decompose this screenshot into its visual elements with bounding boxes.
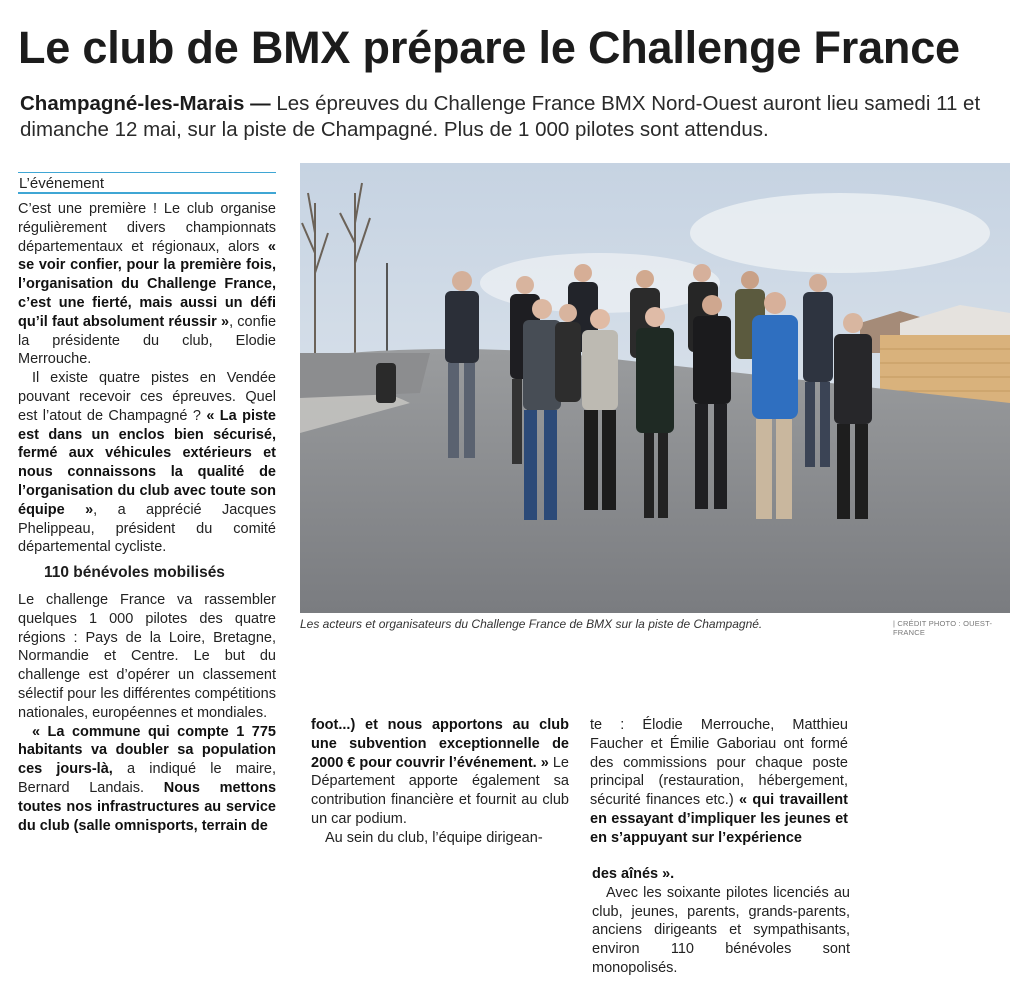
paragraph: Avec les soixante pilotes licenciés au club, jeunes, parents, grands-parents, anciens dirigeants et sympathisants, environ 110 bénévoles sont monopolisés. <box>592 884 850 976</box>
headline: Le club de BMX prépare le Challenge France <box>18 22 960 73</box>
blue-jacket <box>752 315 798 419</box>
column-3-continued <box>592 865 850 978</box>
group-photo <box>300 163 1010 613</box>
quote: des aînés ». <box>592 866 675 882</box>
text-run: , a apprécié Jacques Phelippeau, président du comité départemental cycliste. <box>18 501 276 556</box>
section-label: L’événement <box>18 172 276 194</box>
lead-text: Les épreuves du Challenge France BMX Nord-Ouest auront lieu samedi 11 et dimanche 12 mai, sur la piste de Champagné. Plus de 1 000 pilotes sont attendus. <box>20 92 981 141</box>
text-run: Le Département apporte également sa contribution financière et fournit au club un car podium. <box>311 754 569 827</box>
photo-credit: | CRÉDIT PHOTO : OUEST-FRANCE <box>893 619 993 637</box>
paragraph: Le challenge France va rassembler quelques 1 000 pilotes des quatre régions : Pays de la Loire, Bretagne, Normandie et Centre. Le but du challenge est d’opérer un classement sélectif pour les différentes compétitions nationales, européennes et mondiales. <box>18 592 276 721</box>
subheading: 110 bénévoles mobilisés <box>44 564 225 581</box>
quote: « qui travaillent en essayant d’impliquer les jeunes et en s’appuyant sur l’expérience <box>590 792 848 846</box>
quote: foot...) et nous apportons au club une subvention exceptionnelle de 2000 € pour couvrir l’événement. » <box>311 717 569 771</box>
text-run: , confie la présidente du club, Elodie Merrouche. <box>18 313 277 368</box>
text-run: a indiqué le maire, Bernard Landais. <box>18 761 276 796</box>
paragraph: Au sein du club, l’équipe dirigean- <box>325 829 543 846</box>
quote: Nous mettons toutes nos infrastructures au service du club (salle omnisports, terrain de <box>18 779 277 834</box>
text-run: Il existe quatre pistes en Vendée pouvant recevoir ces épreuves. Quel est l’atout de Champagné ? <box>18 370 276 424</box>
text-run: te : Élodie Merrouche, Matthieu Faucher et Émilie Gaboriau ont formé des commissions pour chaque poste principal (restauration, hébergement, sécurité finances etc.) <box>590 717 848 809</box>
paragraph <box>311 716 569 829</box>
column-1-continued <box>18 591 276 835</box>
quote: « La piste est dans un enclos bien sécurisé, fermé aux véhicules extérieurs et nous connaissons la qualité de l’organisation du club avec toute son équipe » <box>18 407 276 518</box>
paragraph <box>18 369 276 557</box>
photo-illustration <box>300 163 1010 613</box>
paragraph <box>18 200 276 369</box>
lead-paragraph <box>20 91 1010 143</box>
column-3 <box>590 716 848 848</box>
quote: « se voir confier, pour la première fois, l’organisation du Challenge France, c’est une fierté, mais aussi un défi qu’il faut absolument réussir » <box>18 238 276 330</box>
paragraph <box>590 716 848 848</box>
column-1 <box>18 200 276 557</box>
paragraph <box>592 865 850 884</box>
quote: « La commune qui compte 1 775 habitants va doubler sa population ces jours-là, <box>18 723 276 778</box>
column-2 <box>311 716 569 848</box>
photo-caption: Les acteurs et organisateurs du Challenge France de BMX sur la piste de Champagné. <box>300 617 763 631</box>
paragraph <box>18 723 276 836</box>
lead-place: Champagné-les-Marais — <box>20 92 271 115</box>
text-run: C’est une première ! Le club organise régulièrement divers championnats départementaux et régionaux, alors <box>18 201 276 255</box>
